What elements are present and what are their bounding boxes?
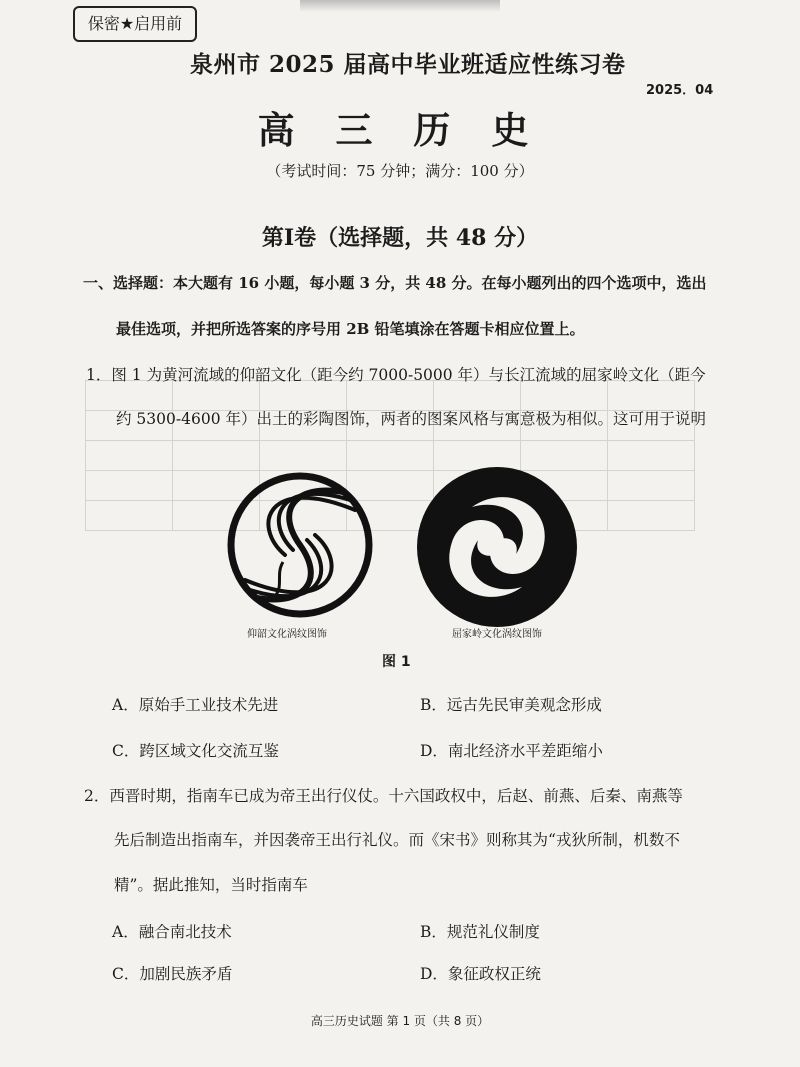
q1-option-d: D．南北经济水平差距缩小 bbox=[420, 742, 603, 760]
q2-option-c: C．加剧民族矛盾 bbox=[112, 965, 233, 983]
yangshao-swirl-figure bbox=[225, 470, 375, 620]
q2-stem-line-2: 先后制造出指南车，并因袭帝王出行礼仪。而《宋书》则称其为“戎狄所制，机数不 bbox=[114, 831, 680, 849]
q1-option-c: C．跨区域文化交流互鉴 bbox=[112, 742, 279, 760]
paper-date: 2025．04 bbox=[646, 83, 714, 98]
q2-option-b: B．规范礼仪制度 bbox=[420, 923, 540, 941]
q1-stem-line-1: 1．图 1 为黄河流域的仰韶文化（距今约 7000-5000 年）与长江流域的屈家岭文化（距今 bbox=[86, 366, 706, 384]
subject-title: 高 三 历 史 bbox=[257, 108, 543, 152]
figure-caption-right: 屈家岭文化涡纹图饰 bbox=[452, 629, 542, 640]
confidential-badge: 保密★启用前 bbox=[73, 6, 197, 42]
q2-option-d: D．象征政权正统 bbox=[420, 965, 541, 983]
section-title: 第Ⅰ卷（选择题，共 48 分） bbox=[261, 225, 539, 251]
q1-option-a: A．原始手工业技术先进 bbox=[112, 696, 279, 714]
qujialing-swirl-figure bbox=[412, 462, 582, 632]
paper-title: 泉州市 2025 届高中毕业班适应性练习卷 bbox=[190, 51, 626, 78]
q1-option-b: B．远古先民审美观念形成 bbox=[420, 696, 602, 714]
exam-info: （考试时间：75 分钟；满分：100 分） bbox=[266, 162, 534, 180]
figure-caption-left: 仰韶文化涡纹图饰 bbox=[247, 629, 327, 640]
q1-stem-line-2: 约 5300-4600 年）出土的彩陶图饰，两者的图案风格与寓意极为相似。这可用于说明 bbox=[116, 410, 706, 428]
instruction-line-1: 一、选择题：本大题有 16 小题，每小题 3 分，共 48 分。在每小题列出的四个选项中，选出 bbox=[83, 274, 707, 292]
q2-stem-line-3: 精”。据此推知，当时指南车 bbox=[114, 876, 308, 894]
bleed-through-table bbox=[85, 380, 695, 530]
scan-shadow bbox=[300, 0, 500, 12]
figure-label: 图 1 bbox=[382, 654, 411, 670]
instruction-line-2: 最佳选项，并把所选答案的序号用 2B 铅笔填涂在答题卡相应位置上。 bbox=[116, 320, 585, 338]
q2-option-a: A．融合南北技术 bbox=[112, 923, 232, 941]
page-footer: 高三历史试题 第 1 页（共 8 页） bbox=[310, 1014, 490, 1028]
q2-stem-line-1: 2．西晋时期，指南车已成为帝王出行仪仗。十六国政权中，后赵、前燕、后秦、南燕等 bbox=[84, 787, 683, 805]
